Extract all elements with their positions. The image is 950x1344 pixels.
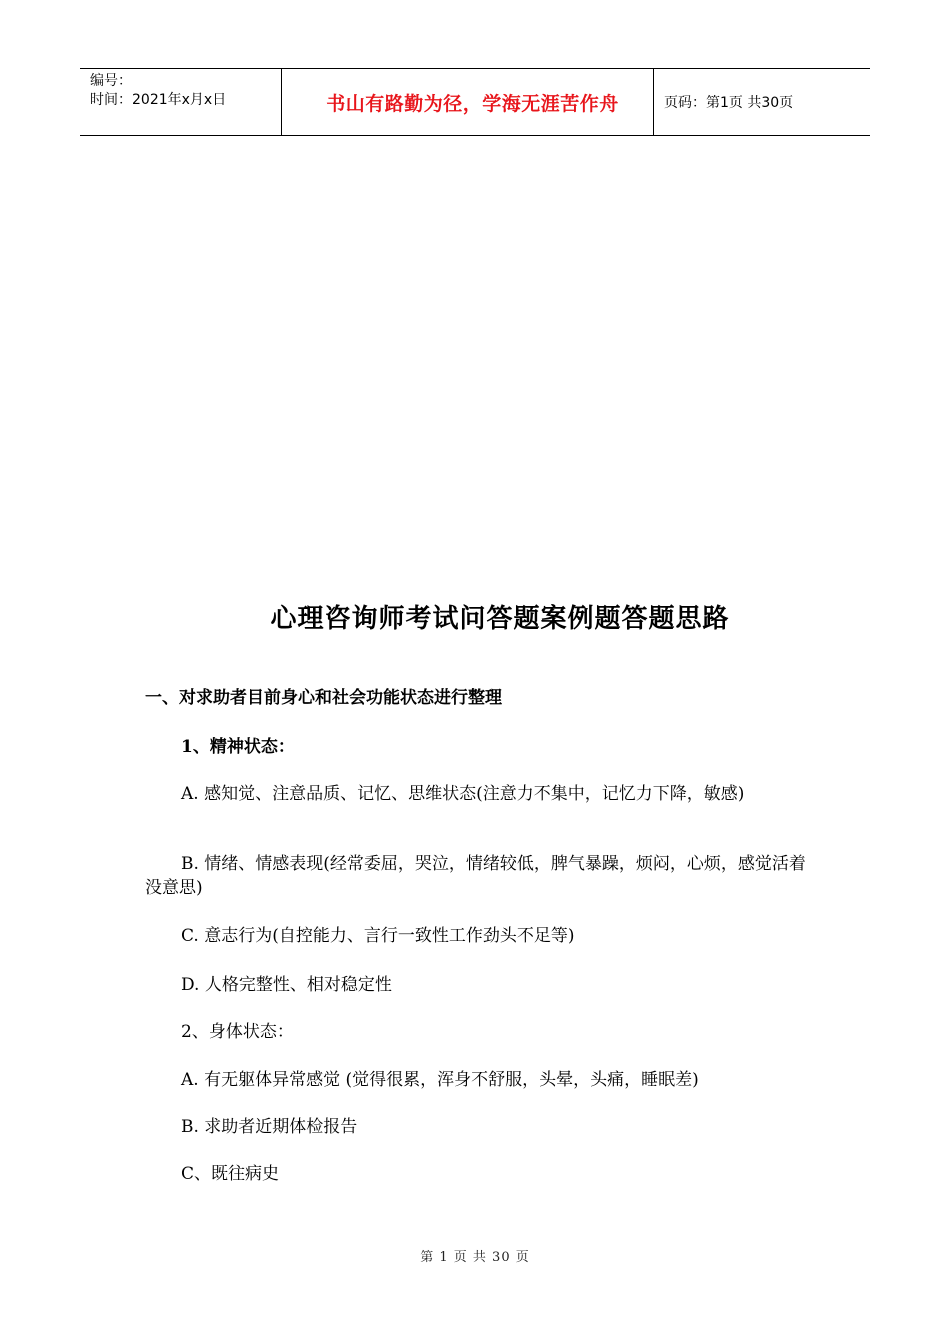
header-motto-cell <box>282 69 654 135</box>
section-heading: 一、对求助者目前身心和社会功能状态进行整理 <box>145 688 502 708</box>
document-header <box>80 68 870 136</box>
list-item: 2、身体状态： <box>181 1022 294 1042</box>
header-meta-cell <box>80 69 282 135</box>
list-item: B. 情绪、情感表现(经常委屈，哭泣，情绪较低，脾气暴躁，烦闷，心烦，感觉活着没意思) <box>145 854 806 898</box>
date-label: 时间：2021年x月x日 <box>90 92 227 108</box>
list-item: B. 求助者近期体检报告 <box>181 1117 358 1137</box>
list-item: C、既往病史 <box>181 1164 280 1184</box>
page-footer: 第 1 页 共 30 页 <box>420 1250 530 1265</box>
serial-number-label: 编号： <box>90 73 132 89</box>
motto-text: 书山有路勤为径，学海无涯苦作舟 <box>326 92 619 115</box>
header-page-cell <box>654 69 870 135</box>
list-item: 1、精神状态： <box>181 737 295 757</box>
list-item: D. 人格完整性、相对稳定性 <box>181 975 392 995</box>
list-item: A. 感知觉、注意品质、记忆、思维状态(注意力不集中，记忆力下降，敏感) <box>181 784 745 804</box>
page-info: 页码：第1页 共30页 <box>664 95 794 111</box>
list-item: A. 有无躯体异常感觉 (觉得很累，浑身不舒服，头晕，头痛，睡眠差) <box>181 1070 699 1090</box>
list-item: C. 意志行为(自控能力、言行一致性工作劲头不足等) <box>181 926 575 946</box>
document-title: 心理咨询师考试问答题案例题答题思路 <box>270 604 730 634</box>
